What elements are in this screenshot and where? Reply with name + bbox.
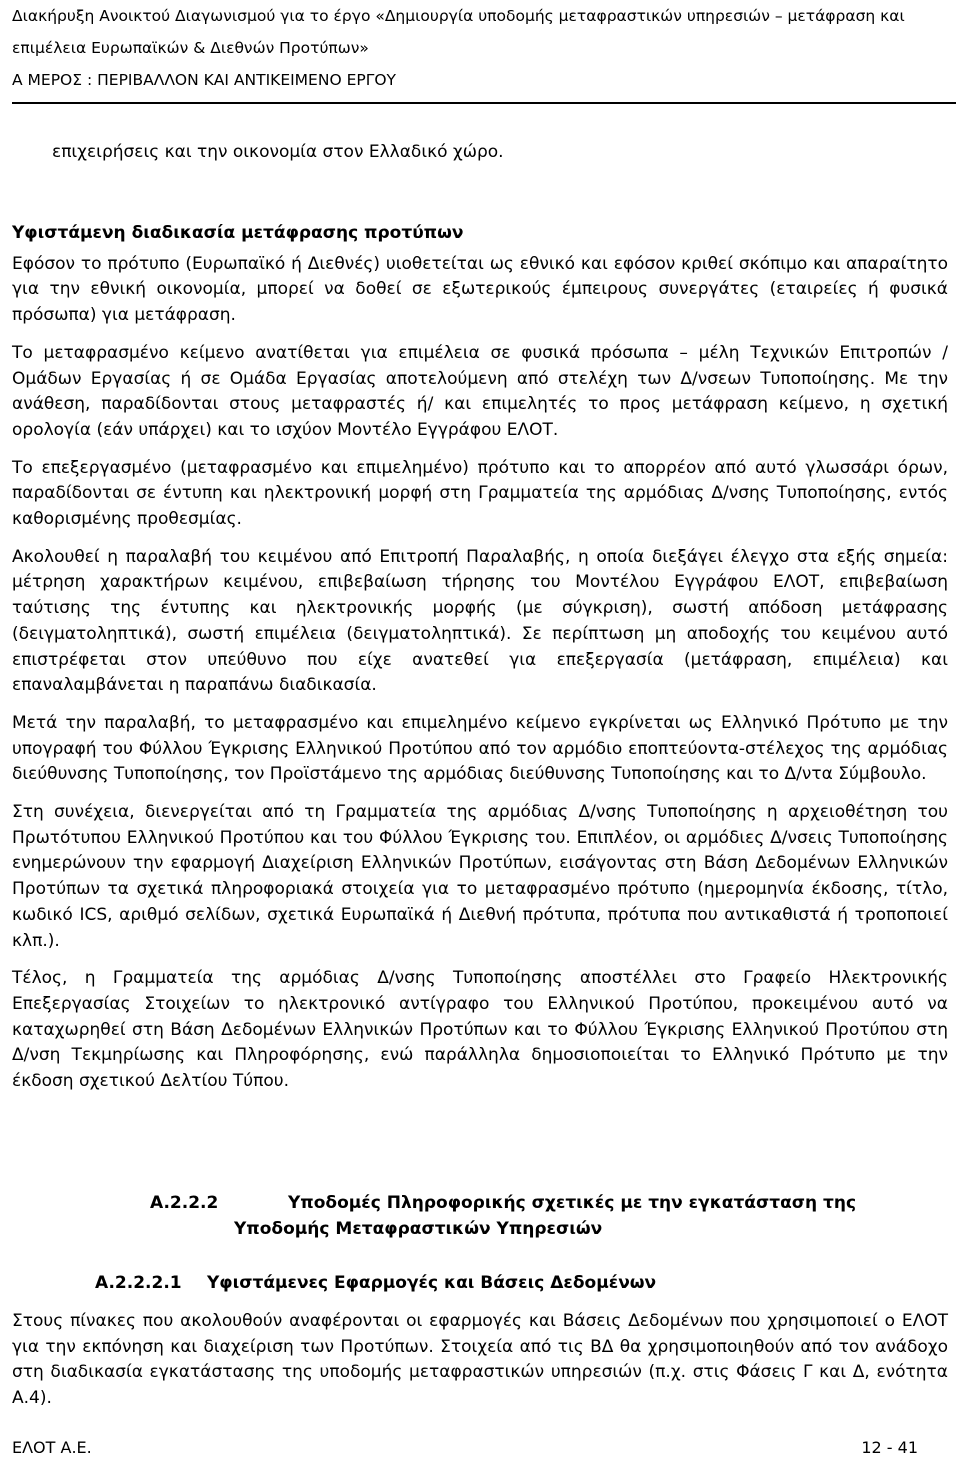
- paragraph-3: Το επεξεργασμένο (μεταφρασμένο και επιμελημένο) πρότυπο και το απορρέον από αυτό γλωσσάρι όρων, παραδίδονται σε έντυπη και ηλεκτρονική μορφή στη Γραμματεία της αρμόδιας Δ/νσης Τυποποίησης, εντός καθορισμένης προθεσμίας.: [12, 457, 948, 530]
- header-section-label: Α ΜΕΡΟΣ : ΠΕΡΙΒΑΛΛΟΝ ΚΑΙ ΑΝΤΙΚΕΙΜΕΝΟ ΕΡΓΟΥ: [12, 71, 397, 89]
- footer-page-number: 12 - 41: [861, 1438, 918, 1457]
- section-heading: Υφιστάμενη διαδικασία μετάφρασης προτύπων: [12, 222, 464, 243]
- header-title-line-2: επιμέλεια Ευρωπαϊκών & Διεθνών Προτύπων»: [12, 39, 369, 57]
- final-paragraph-block: [12, 1309, 948, 1412]
- subsection-number: A.2.2.2: [150, 1193, 219, 1213]
- subsubsection-heading: [95, 1270, 656, 1296]
- paragraph-2: Το μεταφρασμένο κείμενο ανατίθεται για επιμέλεια σε φυσικά πρόσωπα – μέλη Τεχνικών Επιτροπών / Ομάδων Εργασίας ή σε Ομάδα Εργασίας αποτελούμενη από στελέχη των Δ/νσεων Τυποποίησης. Με την ανάθεση, παραδίδονται στους μεταφραστές ή/ και επιμελητές το προς μετάφραση κείμενο, η σχετική ορολογία (εάν υπάρχει) και το ισχύον Μοντέλο Εγγράφου ΕΛΟΤ.: [12, 342, 948, 440]
- paragraph-5: Μετά την παραλαβή, το μεταφρασμένο και επιμελημένο κείμενο εγκρίνεται ως Ελληνικό Πρότυπο με την υπογραφή του Φύλλου Έγκρισης Ελληνικού Προτύπου από τον αρμόδιο εποπτεύοντα-στέλεχος της αρμόδιας διεύθυνσης Τυποποίησης, τον Προϊστάμενο της αρμόδιας διεύθυνσης Τυποποίησης και το Δ/ντα Σύμβουλο.: [12, 712, 948, 785]
- paragraph-6: Στη συνέχεια, διενεργείται από τη Γραμματεία της αρμόδιας Δ/νσης Τυποποίησης η αρχειοθέτηση του Πρωτότυπου Ελληνικού Προτύπου και του Φύλλου Έγκρισης του. Επιπλέον, οι αρμόδιες Δ/νσεις Τυποποίησης ενημερώνουν την εφαρμογή Διαχείριση Ελληνικών Προτύπων, εισάγοντας στη Βάση Δεδομένων Ελληνικών Προτύπων τα σχετικά πληροφοριακά στοιχεία για το μεταφρασμένο πρότυπο (ημερομηνία έκδοσης, τίτλο, κωδικό ICS, αριθμό σελίδων, σχετικά Ευρωπαϊκά ή Διεθνή πρότυπα, πρότυπα που αντικαθιστά ή τροποποιεί κλπ.).: [12, 802, 948, 951]
- paragraph-7: Τέλος, η Γραμματεία της αρμόδιας Δ/νσης Τυποποίησης αποστέλλει στο Γραφείο Ηλεκτρονικής Επεξεργασίας Στοιχείων το ηλεκτρονικό αντίγραφο του Ελληνικού Προτύπου, προκειμένου αυτό να καταχωρηθεί στη Βάση Δεδομένων Ελληνικών Προτύπων και το Φύλλου Έγκρισης Ελληνικού Προτύπου στη Δ/νση Τεκμηρίωσης και Πληροφόρησης, ενώ παράλληλα δημοσιοποιείται το Ελληνικό Πρότυπο με την έκδοση σχετικού Δελτίου Τύπου.: [12, 968, 948, 1092]
- paragraph-1: Εφόσον το πρότυπο (Ευρωπαϊκό ή Διεθνές) υιοθετείται ως εθνικό και εφόσον κριθεί σκόπιμο και απαραίτητο για την εθνική οικονομία, μπορεί να δοθεί σε εξωτερικούς έμπειρους συνεργάτες (εταιρείες ή φυσικά πρόσωπα) για μετάφραση.: [12, 253, 948, 326]
- subsubsection-number: A.2.2.2.1: [95, 1273, 182, 1293]
- subsection-title-line-1: Υποδομές Πληροφορικής σχετικές με την εγκατάσταση της: [288, 1193, 857, 1213]
- subsubsection-title: Υφιστάμενες Εφαρμογές και Βάσεις Δεδομένων: [207, 1273, 657, 1293]
- page-header: [12, 0, 956, 104]
- paragraph-8: Στους πίνακες που ακολουθούν αναφέρονται οι εφαρμογές και Βάσεις Δεδομένων που χρησιμοποιεί ο ΕΛΟΤ για την εκπόνηση και διαχείριση των Προτύπων. Στοιχεία από τις ΒΔ θα χρησιμοποιηθούν από τον ανάδοχο στη διαδικασία εγκατάστασης της υποδομής μεταφραστικών υπηρεσιών (π.χ. στις Φάσεις Γ και Δ, ενότητα Α.4).: [12, 1311, 948, 1409]
- header-title-line-1: Διακήρυξη Ανοικτού Διαγωνισμού για το έργο «Δημιουργία υποδομής μεταφραστικών υπηρεσιών – μετάφραση και: [12, 7, 905, 25]
- footer-organization: ΕΛΟΤ Α.Ε.: [12, 1438, 92, 1457]
- subsection-heading: [150, 1190, 910, 1242]
- paragraph-4: Ακολουθεί η παραλαβή του κειμένου από Επιτροπή Παραλαβής, η οποία διεξάγει έλεγχο στα εξής σημεία: μέτρηση χαρακτήρων κειμένου, επιβεβαίωση τήρησης του Μοντέλου Εγγράφου ΕΛΟΤ, επιβεβαίωση ταύτισης της έντυπης και ηλεκτρονικής μορφής (με σύγκριση), σωστή απόδοση μετάφρασης (δειγματοληπτικά), σωστή επιμέλεια (δειγματοληπτικά). Σε περίπτωση μη αποδοχής του κειμένου αυτό επιστρέφεται στον υπεύθυνο που είχε ανατεθεί για επεξεργασία (μετάφραση, επιμέλεια) και επαναλαμβάνεται η παραπάνω διαδικασία.: [12, 546, 948, 696]
- subsection-title-line-2: Υποδομής Μεταφραστικών Υπηρεσιών: [234, 1219, 603, 1239]
- intro-continuation: επιχειρήσεις και την οικονομία στον Ελλαδικό χώρο.: [52, 142, 504, 162]
- main-content: [12, 140, 948, 1107]
